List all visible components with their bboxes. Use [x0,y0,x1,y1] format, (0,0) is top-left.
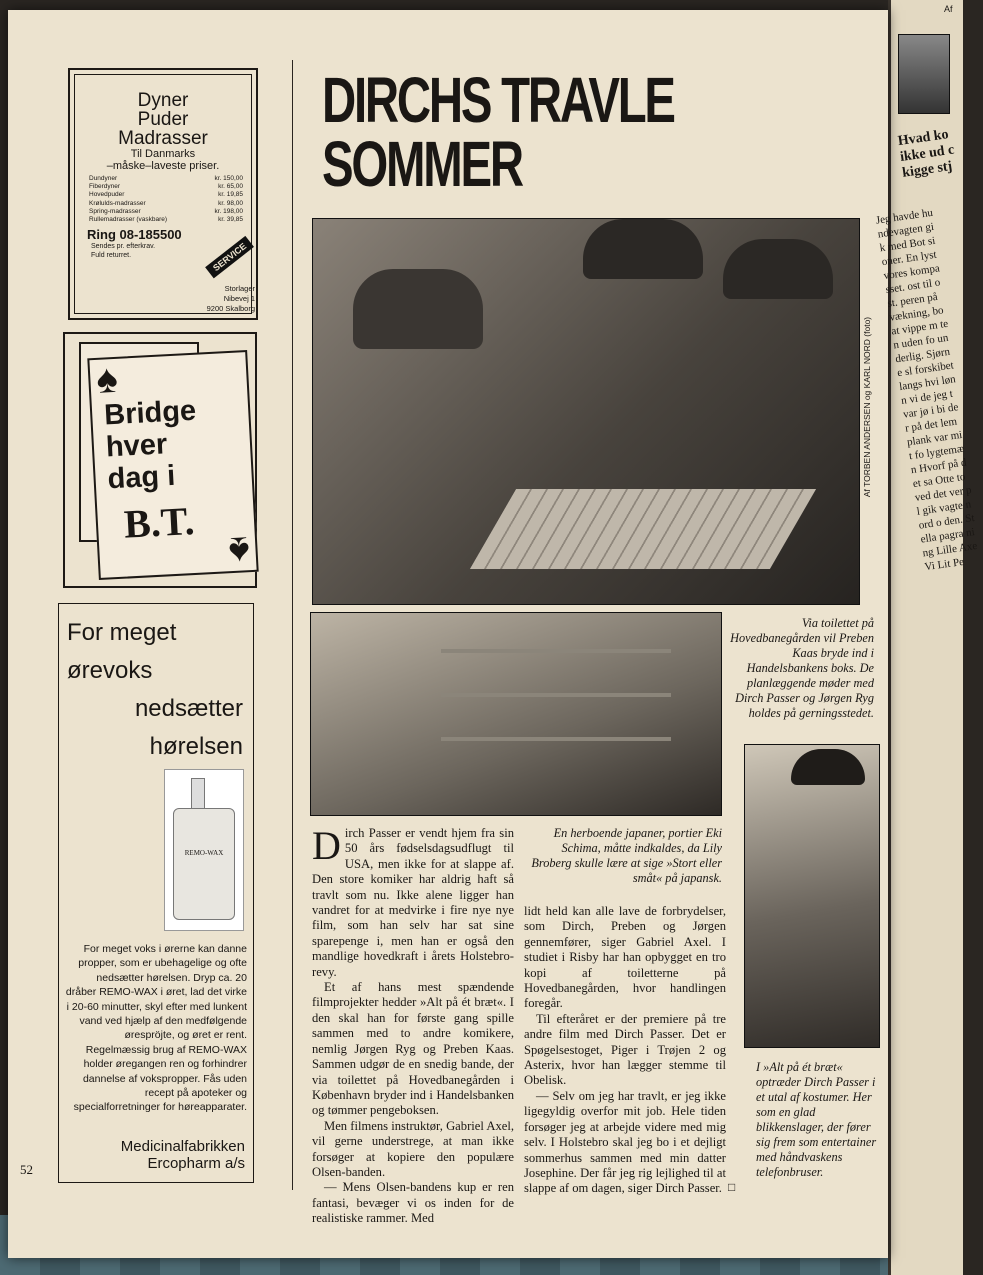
price-item: Krølulds-madrasser [89,199,146,207]
photo-credit: Af TORBEN ANDERSEN og KARL NORD (foto) [862,316,872,498]
shop-photo [310,612,722,816]
col1-paragraph-1: irch Passer er vendt hjem fra sin 50 års fødselsdagsudflugt til USA, men ikke for at slappe af. Den store komiker har aldrig haft så travlt som nu. Ikke alene ligger han vandret for at medvirke i fire nye nye film, som han selv har sat sine sparepenge i, men han er også den mandlige hovedkraft i årets Holstebro-revy. [312,826,514,979]
price-item: Spring-madrasser [89,207,141,215]
caption-mid: En herboende japaner, portier Eki Schima, måtte indkaldes, da Lily Broberg skulle lære at sige »Stort eller småt« på japansk. [531,826,722,885]
remowax-headline-1: For meget [67,619,177,646]
price-value: kr. 98,00 [218,199,243,207]
bottle-label: REMO-WAX [184,849,224,857]
dyner-sub-1: Til Danmarks [130,148,196,160]
next-page-byline: Af [944,4,953,14]
dyner-phone: Ring 08-185500 [87,227,182,243]
price-row [89,208,243,216]
counter [470,489,816,569]
remowax-headline-3: nedsætter [134,695,243,722]
playing-card [87,350,258,580]
shelf-1 [441,649,671,653]
next-page-headline: Hvad ko ikke ud c kigge stj [896,127,956,181]
bridge-line-3: dag i [106,459,177,496]
portrait-photo [744,744,880,1048]
price-value: kr. 39,85 [218,216,243,224]
drop-cap: D [312,823,341,868]
price-item: Fiberdyner [89,183,121,191]
remowax-headline-2: ørevoks [67,657,153,684]
bridge-line-2: hver [105,428,169,464]
bottle-tip [191,778,205,810]
dyner-headline-2: Puder [137,109,189,130]
bottle [173,808,235,920]
next-page-portrait [898,34,950,114]
dyner-headline-3: Madrasser [118,128,208,149]
dyner-address-1: Storlager [224,284,255,293]
spade-icon-bottom: ♠ [227,528,251,575]
price-value: kr. 65,00 [218,183,243,191]
dyner-sub-2: –måske–laveste priser. [106,160,220,172]
dyner-headline-1: Dyner [137,90,189,111]
price-value: kr. 198,00 [214,207,243,215]
price-row [89,183,243,191]
bt-logo: B.T. [122,497,196,547]
price-row [89,216,243,224]
caption-top: Via toilettet på Hovedbanegården vil Preben Kaas bryde ind i Handelsbankens boks. De planlæggende møder med Dirch Passer og Jørgen Ryg holdes på gerningsstedet. [730,616,874,720]
cap-right [723,239,833,299]
col1-paragraph-3: Men filmens instruktør, Gabriel Axel, vil gerne understrege, at man ikke forsøger at kopiere den populære Olsen-banden. [312,1118,514,1179]
remowax-body: For meget voks i ørerne kan danne propper, som er ubehagelige og ofte nedsætter hørelsen. Dryp ca. 20 dråber REMO-WAX i øret, lad det virke i 20-60 minutter, skyl efter med lunkent vand ved hjælp af den medfølgende ørespröjte, og øret er rent. Regelmæssig brug af REMO-WAX holder øregangen ren og forhindrer dannelse af vokspropper. Fås uden recept på apoteker og specialforretninger for høreapparater. [65,943,247,1114]
page-number: 52 [20,1162,33,1177]
headline-line-2: SOMMER [322,128,522,200]
remowax-headline-4: hørelsen [149,733,243,760]
col2-paragraph-3: — Selv om jeg har travlt, er jeg ikke ligegyldig overfor mit job. Hele tiden forsøger jeg at arbejde videre med mig selv. I Holstebro skal jeg bo i et dejligt sommerhus sammen med min datter Josephine. Der får jeg rig lejlighed til at slappe af om dagen, siger Dirch Passer. [524,1088,726,1196]
dyner-address-2: Nibevej 1 [223,294,255,303]
shelf-3 [441,737,671,741]
end-mark: □ [728,1180,736,1194]
dyner-note-2: Fuld returret. [91,252,132,260]
remowax-ad [58,603,254,1183]
price-item: Hovedpuder [89,191,125,199]
price-row [89,191,243,199]
remowax-maker-1: Medicinalfabrikken [120,1138,245,1155]
service-badge: SERVICE [205,236,254,279]
article-column-2 [524,904,726,1197]
main-photo [312,218,860,605]
col1-paragraph-2: Et af hans mest spændende filmprojekter hedder »Alt på ét bræt«. I den skal han for første gang spille sammen med to andre komikere, nemlig Jørgen Ryg og Preben Kaas. Sammen udgør de en snedig bande, der via toilettet på Hovedbanegården i København bryder ind i Handelsbanken og tømmer pengeboksen. [312,980,514,1118]
product-photo [164,769,244,931]
portrait-cap [791,749,865,785]
shelf-2 [441,693,671,697]
bridge-ad [63,332,257,588]
price-item: Dundyner [89,175,118,182]
col2-paragraph-2: Til efteråret er der premiere på tre andre film med Dirch Passer. Det er Spøgelsestoget, Piger i Trøjen 2 og Asterix, hvor han lægger stemme til Obelisk. [524,1011,726,1088]
article-headline [322,64,736,200]
col2-paragraph-1: lidt held kan alle lave de forbrydelser, som Dirch, Preben og Jørgen gennemfører, siger Gabriel Axel. I studiet i Risby har han opbygget en tro kopi af toiletterne på Hovedbanegården, hvor handlingen foregår. [524,904,726,1011]
column-rule [292,60,293,1190]
spade-icon: ♠ [95,355,119,402]
dyner-note-1: Sendes pr. efterkrav. [91,243,156,251]
dyner-ad [68,68,258,320]
price-list [89,175,243,224]
price-value: kr. 150,00 [214,175,243,182]
price-row [89,200,243,208]
remowax-maker-2: Ercopharm a/s [147,1155,245,1172]
price-item: Rullemadrasser (vaskbare) [89,216,168,224]
bridge-line-1: Bridge [103,394,197,432]
cap-middle [583,219,703,279]
headline-line-1: DIRCHS TRAVLE [322,64,674,136]
price-row [89,175,243,183]
col1-paragraph-4: — Mens Olsen-bandens kup er ren fantasi, bevæger vi os inden for de realistiske rammer. Med [312,1180,514,1226]
cap-left [353,269,483,349]
dyner-address-3: 9200 Skalborg [206,304,255,313]
price-value: kr. 19,85 [218,191,243,199]
next-page-text: Jeg havde hundevagten gik med Bot sioner. En lyst vores kompasset. ost til ost. peren på vækning, bo at vippe m ten uden fo underlig. Sjørne sl forskibet langs hvi lønn vi de jeg t var jø i bi der på det lem plank var mit fo lygtemæn Hvorf på det sa Otte to ved det ver pl gik vagte nord o den. Stella pagra ning Lille Axe Vi Lit Pe [875,206,978,574]
caption-right: I »Alt på ét bræt« optræder Dirch Passer i et utal af kostumer. Her som en glad blikkenslager, der fører sig frem som entertainer med håndvaskens telefonbruser. [756,1060,877,1179]
article-column-1 [312,823,514,1227]
